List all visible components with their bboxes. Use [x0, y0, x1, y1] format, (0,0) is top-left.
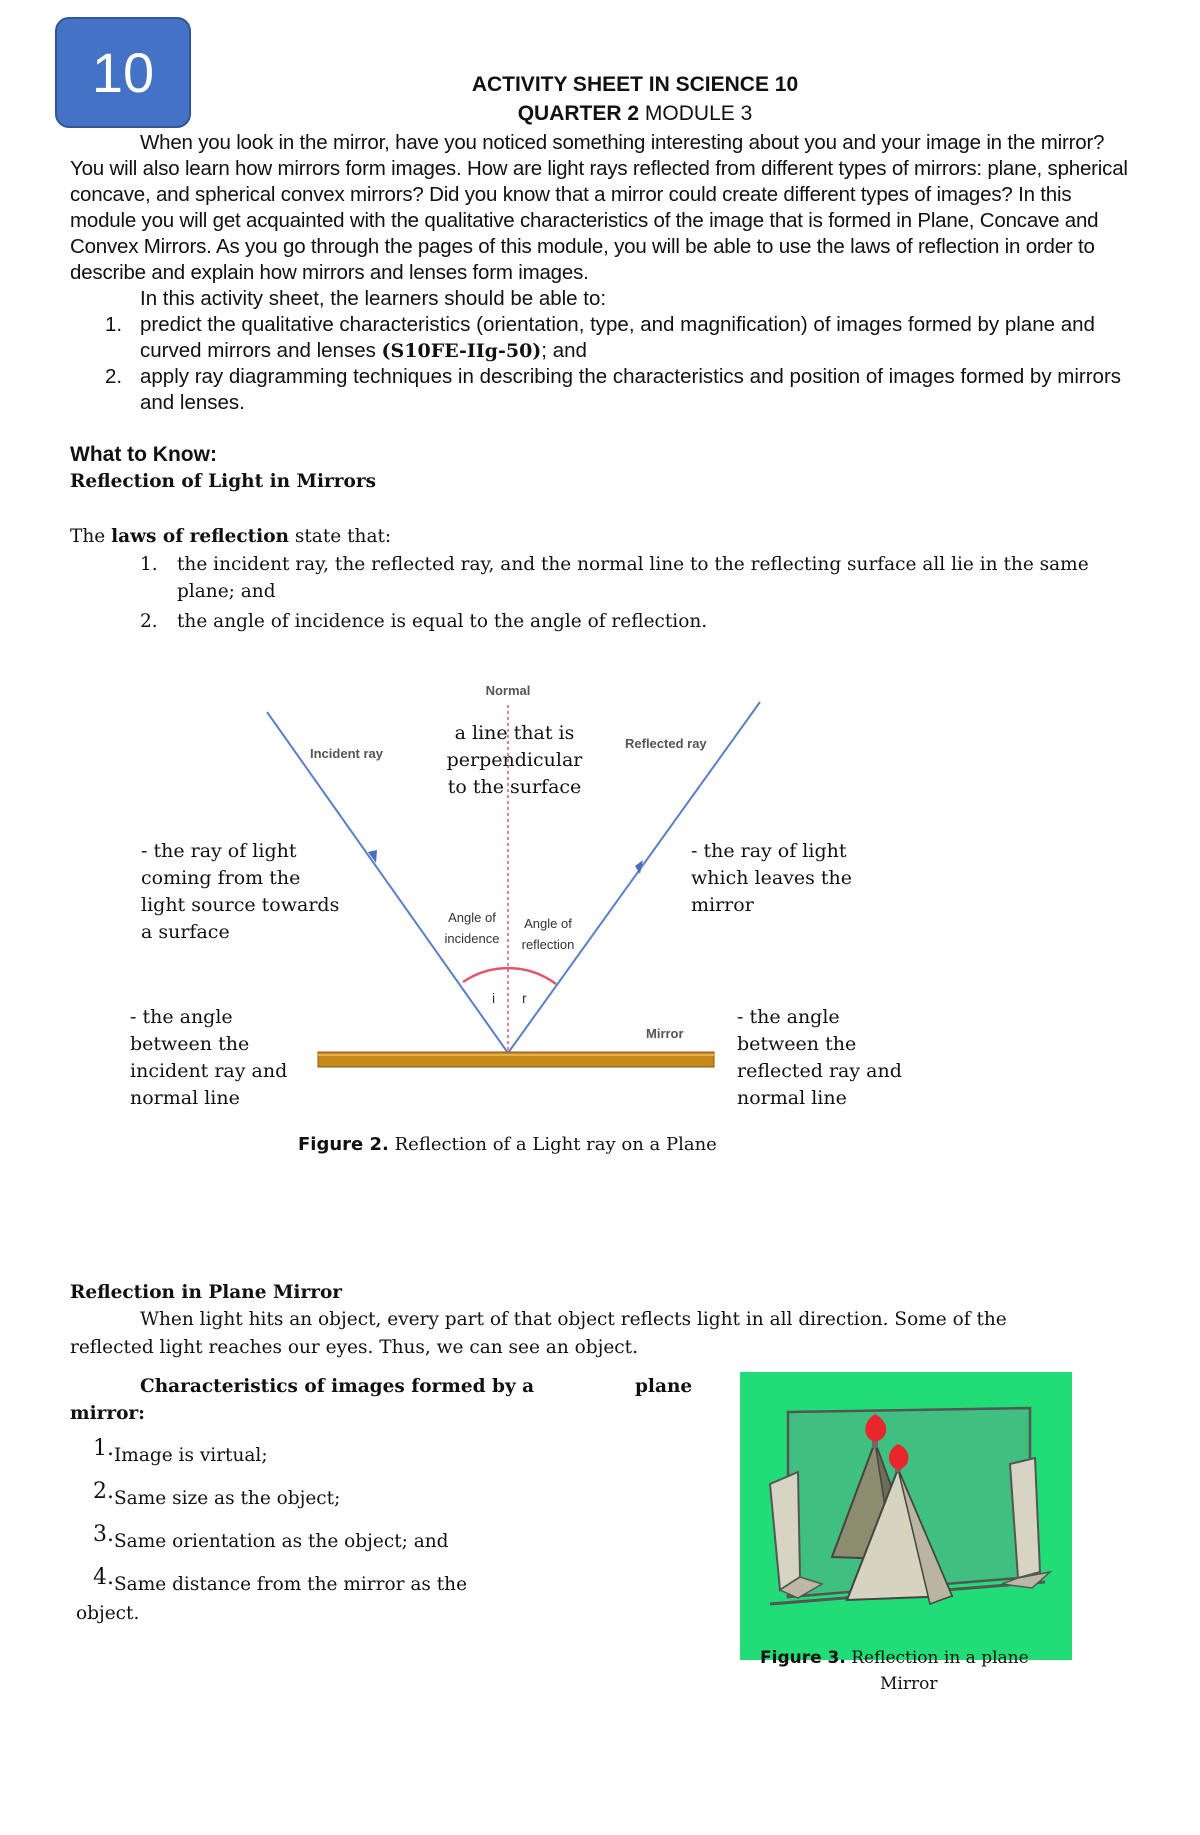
reflection-subheading: Reflection of Light in Mirrors	[70, 471, 376, 492]
angle-i-label: i	[492, 990, 496, 1006]
characteristics-heading-b: plane	[635, 1376, 693, 1397]
laws-intro: The laws of reflection state that:	[70, 526, 392, 547]
incidence-angle-description: - the angle between the incident ray and normal line	[130, 1006, 288, 1109]
normal-label: Normal	[485, 683, 531, 698]
reflected-ray-description: - the ray of light which leaves the mirror	[691, 840, 853, 916]
figure3-caption: Figure 3. Reflection in a plane	[760, 1648, 1029, 1668]
plane-mirror-illustration	[740, 1372, 1072, 1660]
grade-badge: 10	[55, 17, 191, 128]
law-1: 1. the incident ray, the reflected ray, and the normal line to the reflecting surface all lie in the same plane; and	[140, 554, 1089, 602]
reflected-ray-label: Reflected ray	[625, 736, 707, 751]
figure3-caption-line2: Mirror	[880, 1674, 938, 1694]
reflection-angle-description: - the angle between the reflected ray and normal line	[737, 1006, 902, 1109]
incident-ray-label: Incident ray	[310, 746, 383, 761]
char-item-4: 4.Same distance from the mirror as the	[93, 1565, 468, 1595]
law-2: 2. the angle of incidence is equal to the angle of reflection.	[140, 611, 708, 632]
sheet-subtitle: QUARTER 2 MODULE 3	[517, 102, 753, 125]
char-item-1: 1.Image is virtual;	[93, 1436, 268, 1466]
objective-2: 2. apply ray diagramming techniques in describing the characteristics and position of images formed by mirrors and lenses.	[105, 365, 1122, 414]
intro-paragraph: When you look in the mirror, have you noticed something interesting about you and your image in the mirror? You will also learn how mirrors form images. How are light rays reflected from different types of mirrors: plane, spherical concave, and spherical convex mirrors? Did you know that a mirror could create different types of images? In this module you will get acquainted with the qualitative characteristics of the image that is formed in Plane, Concave and Convex Mirrors. As you go through the pages of this module, you will be able to use the laws of reflection in order to describe and explain how mirrors and lenses form images.	[70, 131, 1128, 284]
mirror-label: Mirror	[646, 1026, 684, 1041]
objectives-lead: In this activity sheet, the learners should be able to:	[140, 287, 607, 310]
characteristics-heading-c: mirror:	[70, 1403, 146, 1424]
plane-mirror-paragraph: When light hits an object, every part of that object reflects light in all direction. Some of the reflected light reaches our eyes. Thus, we can see an object.	[70, 1309, 1007, 1358]
angle-incidence-label: Angle of incidence	[444, 910, 500, 946]
plane-mirror-heading: Reflection in Plane Mirror	[70, 1282, 343, 1303]
char-item-3: 3.Same orientation as the object; and	[93, 1522, 449, 1552]
angle-arc	[463, 968, 556, 984]
objective-1: 1. predict the qualitative characteristics (orientation, type, and magnification) of images formed by plane and curved mirrors and lenses (S10FE-IIg-50); and	[105, 313, 1095, 362]
sheet-title: ACTIVITY SHEET IN SCIENCE 10	[471, 73, 799, 96]
what-to-know-heading: What to Know:	[70, 443, 217, 466]
angle-r-label: r	[522, 990, 527, 1006]
char-item-2: 2.Same size as the object;	[93, 1479, 341, 1509]
normal-description: a line that is perpendicular to the surface	[446, 722, 583, 798]
angle-reflection-label: Angle of reflection	[521, 916, 575, 952]
char-item-4-continued: object.	[76, 1603, 140, 1624]
incident-ray-description: - the ray of light coming from the light source towards a surface	[141, 840, 340, 943]
characteristics-heading-a: Characteristics of images formed by a	[140, 1376, 535, 1397]
figure2-caption: Figure 2. Reflection of a Light ray on a Plane	[298, 1134, 717, 1155]
